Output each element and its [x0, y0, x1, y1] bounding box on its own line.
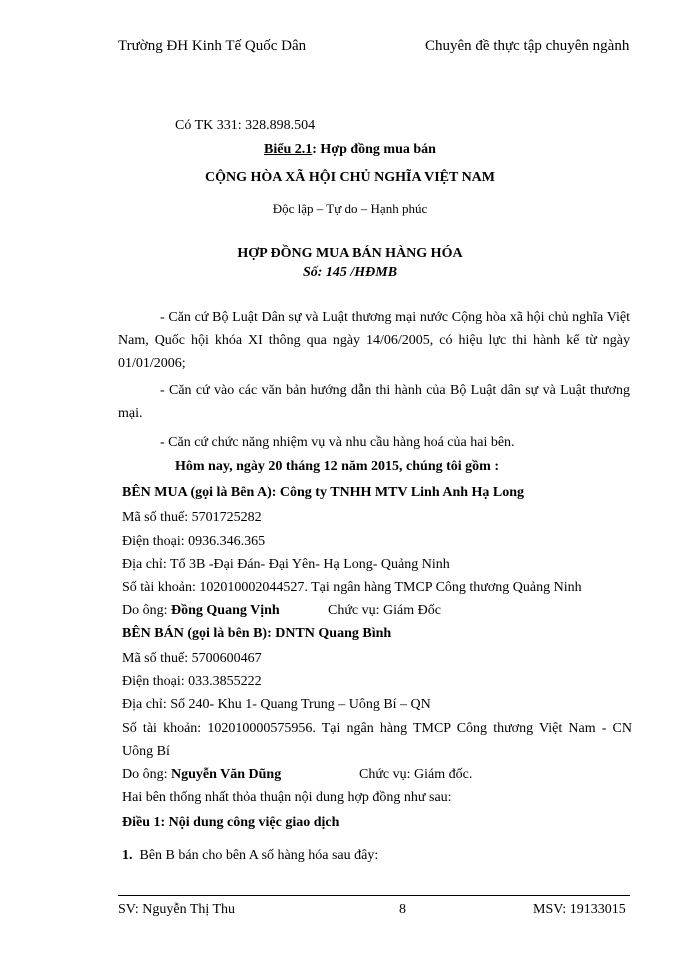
seller-rep-label: Do ông: — [122, 767, 171, 782]
account-line: Có TK 331: 328.898.504 — [175, 118, 316, 133]
today-line: Hôm nay, ngày 20 tháng 12 năm 2015, chúng tôi gồm : — [175, 459, 499, 474]
basis-2: - Căn cứ vào các văn bản hướng dẫn thi hành của Bộ Luật dân sự và Luật thương mại. — [118, 383, 630, 421]
item-1-text: Bên B bán cho bên A số hàng hóa sau đây: — [139, 848, 379, 863]
contract-number: Số: 145 /HĐMB — [302, 265, 398, 280]
footer-divider — [118, 895, 630, 896]
republic-title: CỘNG HÒA XÃ HỘI CHỦ NGHĨA VIỆT NAM — [204, 170, 495, 185]
seller-phone: Điện thoại: 033.3855222 — [122, 674, 262, 689]
seller-position: Chức vụ: Giám đốc. — [359, 767, 473, 782]
contract-title: HỢP ĐỒNG MUA BÁN HÀNG HÓA — [237, 246, 463, 261]
header-school: Trường ĐH Kinh Tế Quốc Dân — [118, 38, 307, 54]
item-1 — [122, 848, 378, 864]
buyer-rep — [122, 603, 280, 619]
footer-page-number: 8 — [399, 902, 406, 917]
buyer-address: Địa chỉ: Tổ 3B -Đại Đán- Đại Yên- Hạ Long- Quảng Ninh — [122, 557, 450, 572]
basis-3: - Căn cứ chức năng nhiệm vụ và nhu cầu hàng hoá của hai bên. — [160, 435, 515, 450]
buyer-tax: Mã số thuế: 5701725282 — [122, 510, 262, 525]
buyer-account: Số tài khoản: 102010002044527. Tại ngân hàng TMCP Công thương Quảng Ninh — [122, 580, 582, 595]
basis-1: - Căn cứ Bộ Luật Dân sự và Luật thương mại nước Cộng hòa xã hội chủ nghĩa Việt Nam, Quốc hội khóa XI thông qua ngày 14/06/2005, có hiệu lực thi hành kể từ ngày 01/01/2006; — [118, 310, 630, 371]
seller-rep — [122, 767, 281, 783]
agreement-line: Hai bên thống nhất thỏa thuận nội dung hợp đồng như sau: — [122, 790, 452, 805]
seller-rep-name: Nguyễn Văn Dũng — [171, 767, 282, 782]
figure-caption — [0, 142, 700, 158]
article-1-heading: Điều 1: Nội dung công việc giao dịch — [122, 815, 340, 830]
buyer-phone: Điện thoại: 0936.346.365 — [122, 534, 266, 549]
footer-student: SV: Nguyễn Thị Thu — [118, 902, 236, 917]
seller-tax: Mã số thuế: 5700600467 — [122, 651, 262, 666]
footer-student-id: MSV: 19133015 — [533, 902, 626, 917]
caption-label: Biểu 2.1 — [264, 142, 313, 157]
caption-title: : Hợp đồng mua bán — [312, 142, 436, 157]
motto: Độc lập – Tự do – Hạnh phúc — [272, 201, 428, 216]
buyer-rep-label: Do ông: — [122, 603, 171, 618]
item-1-number: 1. — [122, 848, 133, 863]
buyer-rep-name: Đồng Quang Vịnh — [171, 603, 280, 618]
buyer-heading: BÊN MUA (gọi là Bên A): Công ty TNHH MTV Linh Anh Hạ Long — [122, 485, 525, 500]
header-course: Chuyên đề thực tập chuyên ngành — [425, 38, 630, 54]
seller-account: Số tài khoản: 102010000575956. Tại ngân hàng TMCP Công thương Việt Nam - CN Uông Bí — [122, 721, 632, 759]
seller-heading: BÊN BÁN (gọi là bên B): DNTN Quang Bình — [122, 626, 392, 641]
seller-address: Địa chỉ: Số 240- Khu 1- Quang Trung – Uông Bí – QN — [122, 697, 431, 712]
buyer-position: Chức vụ: Giám Đốc — [328, 603, 441, 618]
